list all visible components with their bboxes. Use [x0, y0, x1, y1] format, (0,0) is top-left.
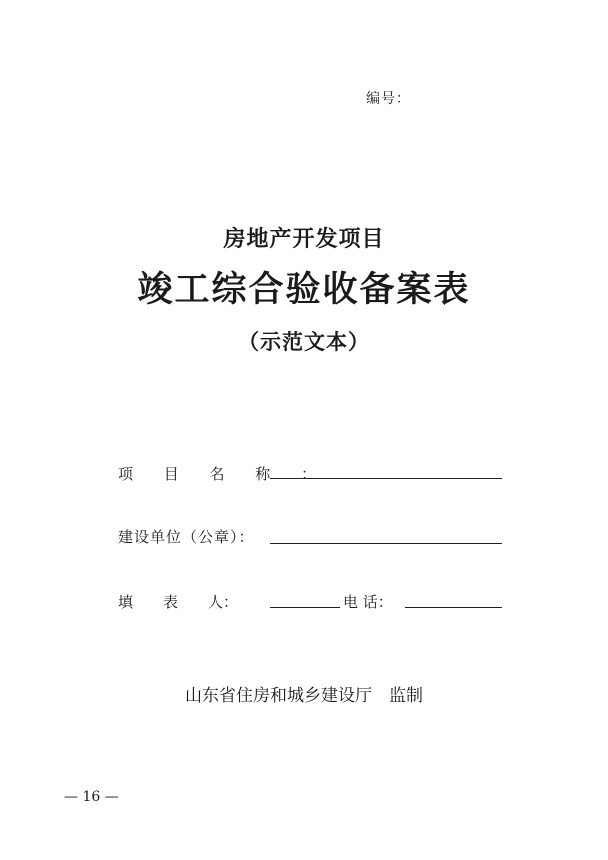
- phone-label: 电 话：: [343, 593, 393, 611]
- title-main: 竣工综合验收备案表: [137, 269, 471, 310]
- serial-number-label: 编号：: [366, 91, 411, 107]
- project-name-label: 项 目 名 称 ：: [118, 465, 330, 483]
- title-subject: 房地产开发项目: [223, 226, 385, 252]
- builder-label: 建设单位（公章）：: [118, 528, 255, 546]
- filler-field[interactable]: [270, 606, 340, 608]
- title-note: （示范文本）: [238, 329, 370, 354]
- issuer-text: 山东省住房和城乡建设厅 监制: [185, 686, 423, 706]
- phone-field[interactable]: [405, 606, 502, 608]
- page-number: — 16 —: [64, 789, 119, 805]
- builder-field[interactable]: [270, 542, 502, 544]
- project-name-field[interactable]: [270, 477, 502, 479]
- filler-label: 填 表 人：: [118, 593, 239, 611]
